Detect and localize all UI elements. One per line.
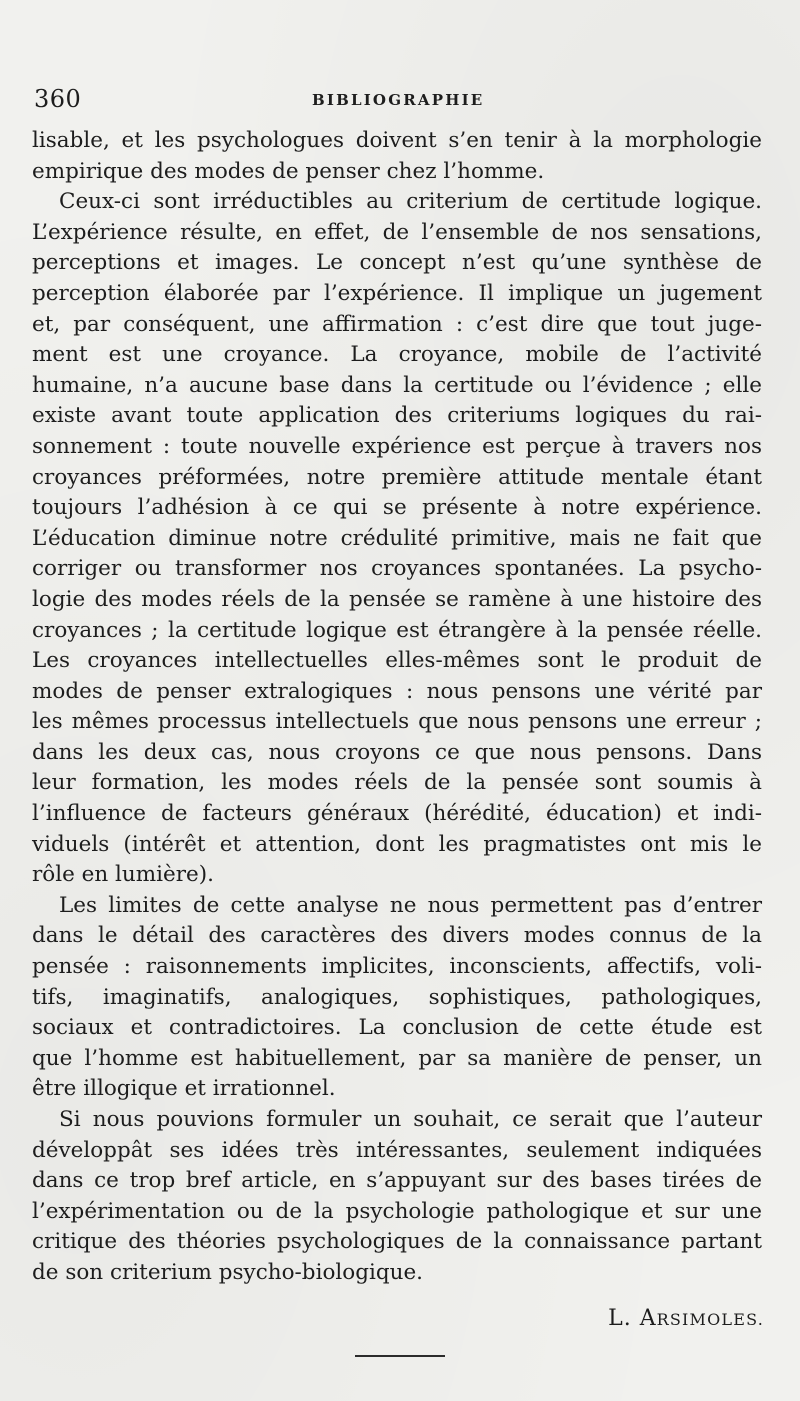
text-line: Les limites de cette analyse ne nous permettent pas d’entrer <box>59 892 762 918</box>
text-line: l’expérimentation ou de la psychologie pathologique et sur une <box>32 1198 762 1224</box>
running-title: BIBLIOGRAPHIE <box>312 91 485 109</box>
text-line: humaine, n’a aucune base dans la certitude ou l’évidence ; elle <box>32 372 762 398</box>
text-line: croyances préformées, notre première attitude mentale étant <box>32 464 762 490</box>
text-line: leur formation, les modes réels de la pensée sont soumis à <box>32 770 762 796</box>
text-line: développât ses idées très intéressantes, seulement indiquées <box>32 1137 762 1163</box>
text-line: Ceux-ci sont irréductibles au criterium de certitude logique. <box>59 189 762 215</box>
text-line: dans les deux cas, nous croyons ce que nous pensons. Dans <box>32 739 762 765</box>
text-line: croyances ; la certitude logique est étrangère à la pensée réelle. <box>32 617 762 643</box>
text-line: critique des théories psychologiques de la connaissance partant <box>32 1229 762 1255</box>
text-line: et, par conséquent, une affirmation : c’est dire que tout juge- <box>32 311 762 337</box>
text-line: l’influence de facteurs généraux (hérédité, éducation) et indi- <box>32 801 762 827</box>
page-number: 360 <box>34 85 82 113</box>
text-line: L’éducation diminue notre crédulité primitive, mais ne fait que <box>32 525 762 551</box>
author-signature <box>608 1306 764 1331</box>
text-line: dans le détail des caractères des divers modes connus de la <box>32 923 762 949</box>
text-line: logie des modes réels de la pensée se ramène à une histoire des <box>32 586 762 612</box>
text-line: L’expérience résulte, en effet, de l’ensemble de nos sensations, <box>32 219 762 245</box>
text-line: sonnement : toute nouvelle expérience est perçue à travers nos <box>32 433 762 459</box>
text-line: ment est une croyance. La croyance, mobile de l’activité <box>32 342 762 368</box>
text-line: toujours l’adhésion à ce qui se présente à notre expérience. <box>32 495 762 521</box>
text-line: pensée : raisonnements implicites, inconscients, affectifs, voli- <box>32 954 762 980</box>
text-line: sociaux et contradictoires. La conclusion de cette étude est <box>32 1015 762 1041</box>
text-line: perception élaborée par l’expérience. Il implique un jugement <box>32 280 762 306</box>
text-line: être illogique et irrationnel. <box>32 1076 336 1102</box>
signature-initial: L. A <box>608 1306 657 1331</box>
review-body <box>32 126 762 1289</box>
signature-surname: RSIMOLES. <box>656 1310 764 1329</box>
text-line: modes de penser extralogiques : nous pensons une vérité par <box>32 678 762 704</box>
text-line: dans ce trop bref article, en s’appuyant sur des bases tirées de <box>32 1168 762 1194</box>
closing-rule <box>355 1355 445 1357</box>
text-line: lisable, et les psychologues doivent s’en tenir à la morphologie <box>32 128 762 153</box>
text-line: que l’homme est habituellement, par sa manière de penser, un <box>32 1045 762 1071</box>
text-line: viduels (intérêt et attention, dont les pragmatistes ont mis le <box>32 831 762 857</box>
text-line: tifs, imaginatifs, analogiques, sophistiques, pathologiques, <box>32 984 762 1010</box>
text-line: de son criterium psycho-biologique. <box>32 1259 424 1285</box>
text-line: rôle en lumière). <box>32 862 214 888</box>
text-line: perceptions et images. Le concept n’est qu’une synthèse de <box>32 250 762 276</box>
text-line: Les croyances intellectuelles elles-mêmes sont le produit de <box>32 648 762 674</box>
text-line: empirique des modes de penser chez l’homme. <box>32 158 545 184</box>
text-line: corriger ou transformer nos croyances spontanées. La psycho- <box>32 556 762 582</box>
text-line: Si nous pouvions formuler un souhait, ce serait que l’auteur <box>59 1107 762 1132</box>
text-line: existe avant toute application des criteriums logiques du rai- <box>32 403 762 429</box>
text-line: les mêmes processus intellectuels que nous pensons une erreur ; <box>32 709 762 735</box>
page-header <box>34 85 754 115</box>
